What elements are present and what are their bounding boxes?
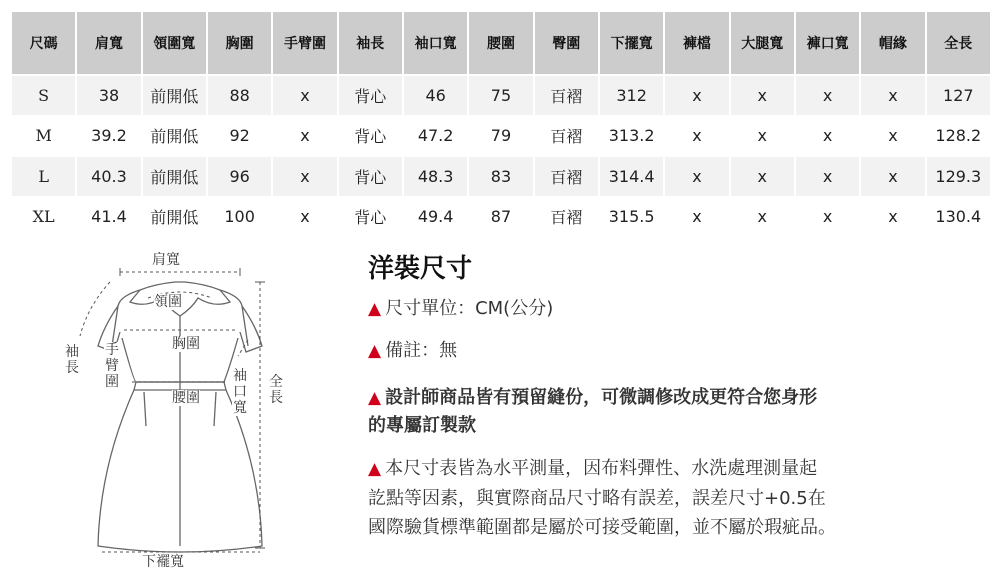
note-unit <box>368 296 978 322</box>
notes-title: 洋裝尺寸 <box>368 254 473 284</box>
table-cell: x <box>731 157 794 196</box>
table-cell: 背心 <box>339 157 402 196</box>
header-waist: 腰圍 <box>469 12 532 74</box>
header-crotch: 褲檔 <box>665 12 728 74</box>
header-sleeve: 袖長 <box>339 12 402 74</box>
table-cell: 75 <box>469 76 532 115</box>
table-cell: 背心 <box>339 117 402 156</box>
note-designer-line-1: 設計師商品皆有預留縫份，可微調修改成更符合您身形 <box>385 387 818 408</box>
header-shoulder: 肩寬 <box>77 12 140 74</box>
table-cell: 前開低 <box>143 117 206 156</box>
table-cell: x <box>273 198 336 237</box>
table-cell: 背心 <box>339 198 402 237</box>
table-cell: 130.4 <box>927 198 990 237</box>
table-row <box>12 117 990 156</box>
header-hem: 下擺寬 <box>600 12 663 74</box>
size-cell: S <box>12 76 75 115</box>
table-cell: x <box>665 76 728 115</box>
table-cell: x <box>665 157 728 196</box>
table-cell: 100 <box>208 198 271 237</box>
table-cell: x <box>796 76 859 115</box>
table-row <box>12 157 990 196</box>
table-cell: x <box>796 198 859 237</box>
table-cell: x <box>861 157 924 196</box>
table-cell: 314.4 <box>600 157 663 196</box>
table-cell: 48.3 <box>404 157 467 196</box>
header-arm: 手臂圍 <box>273 12 336 74</box>
table-cell: x <box>273 76 336 115</box>
dress-diagram <box>60 246 360 576</box>
table-cell: 129.3 <box>927 157 990 196</box>
table-cell: 40.3 <box>77 157 140 196</box>
table-cell: 前開低 <box>143 198 206 237</box>
table-cell: x <box>665 117 728 156</box>
size-cell: M <box>12 117 75 156</box>
note-measure-line-2: 訖點等因素，與實際商品尺寸略有誤差，誤差尺寸+0.5在 <box>368 488 826 509</box>
note-designer-line-2: 的專屬訂製款 <box>368 415 476 436</box>
table-cell: 315.5 <box>600 198 663 237</box>
table-row <box>12 76 990 115</box>
red-triangle-icon: ▲ <box>368 459 382 479</box>
note-unit-text: 尺寸單位：CM(公分) <box>385 298 554 319</box>
table-cell: 百褶 <box>535 117 598 156</box>
header-hat-brim: 帽緣 <box>861 12 924 74</box>
table-cell: 背心 <box>339 76 402 115</box>
diagram-label-collar: 領圍 <box>154 294 182 310</box>
note-remark <box>368 338 978 364</box>
table-cell: 百褶 <box>535 157 598 196</box>
table-cell: x <box>273 117 336 156</box>
header-collar: 領圍寬 <box>143 12 206 74</box>
table-cell: 39.2 <box>77 117 140 156</box>
red-triangle-icon: ▲ <box>368 299 382 319</box>
table-cell: 312 <box>600 76 663 115</box>
header-thigh: 大腿寬 <box>731 12 794 74</box>
table-cell: 92 <box>208 117 271 156</box>
size-cell: XL <box>12 198 75 237</box>
size-table <box>10 10 992 238</box>
table-row <box>12 198 990 237</box>
table-cell: x <box>861 76 924 115</box>
table-cell: 前開低 <box>143 157 206 196</box>
diagram-label-cuff: 袖口寬 <box>233 368 247 416</box>
header-hip: 臀圍 <box>535 12 598 74</box>
table-cell: 88 <box>208 76 271 115</box>
size-cell: L <box>12 157 75 196</box>
table-cell: x <box>861 198 924 237</box>
table-cell: x <box>731 198 794 237</box>
table-cell: x <box>861 117 924 156</box>
table-cell: x <box>796 117 859 156</box>
header-full-length: 全長 <box>927 12 990 74</box>
table-cell: 83 <box>469 157 532 196</box>
diagram-label-arm: 手臂圍 <box>105 342 119 390</box>
table-cell: 79 <box>469 117 532 156</box>
note-remark-text: 備註：無 <box>385 340 458 361</box>
diagram-label-shoulder: 肩寬 <box>152 252 180 268</box>
note-designer <box>368 384 978 440</box>
diagram-label-sleeve-length: 袖長 <box>65 344 79 376</box>
table-cell: 96 <box>208 157 271 196</box>
note-measure-line-1: 本尺寸表皆為水平測量，因布料彈性、水洗處理測量起 <box>385 458 818 479</box>
table-cell: 46 <box>404 76 467 115</box>
header-size: 尺碼 <box>12 12 75 74</box>
table-cell: 87 <box>469 198 532 237</box>
table-cell: 百褶 <box>535 76 598 115</box>
table-header-row <box>12 12 990 74</box>
note-measure-line-3: 國際驗貨標準範圍都是屬於可接受範圍，並不屬於瑕疵品。 <box>368 517 836 538</box>
table-cell: 313.2 <box>600 117 663 156</box>
diagram-label-chest: 胸圍 <box>172 336 200 352</box>
diagram-label-hem: 下襬寬 <box>142 554 184 570</box>
table-cell: 41.4 <box>77 198 140 237</box>
table-cell: 47.2 <box>404 117 467 156</box>
note-measurement <box>368 454 978 542</box>
size-notes-panel <box>368 252 978 542</box>
table-cell: x <box>273 157 336 196</box>
diagram-label-full-length: 全長 <box>269 374 283 406</box>
table-cell: 127 <box>927 76 990 115</box>
header-cuff: 袖口寬 <box>404 12 467 74</box>
table-cell: 百褶 <box>535 198 598 237</box>
table-cell: x <box>665 198 728 237</box>
dress-outline-illustration <box>60 246 360 576</box>
table-cell: x <box>731 117 794 156</box>
table-cell: x <box>796 157 859 196</box>
table-cell: 38 <box>77 76 140 115</box>
table-cell: 49.4 <box>404 198 467 237</box>
table-cell: 128.2 <box>927 117 990 156</box>
header-chest: 胸圍 <box>208 12 271 74</box>
red-triangle-icon: ▲ <box>368 388 382 408</box>
diagram-label-waist: 腰圍 <box>172 390 200 406</box>
table-cell: x <box>731 76 794 115</box>
header-leg-opening: 褲口寬 <box>796 12 859 74</box>
red-triangle-icon: ▲ <box>368 341 382 361</box>
table-cell: 前開低 <box>143 76 206 115</box>
